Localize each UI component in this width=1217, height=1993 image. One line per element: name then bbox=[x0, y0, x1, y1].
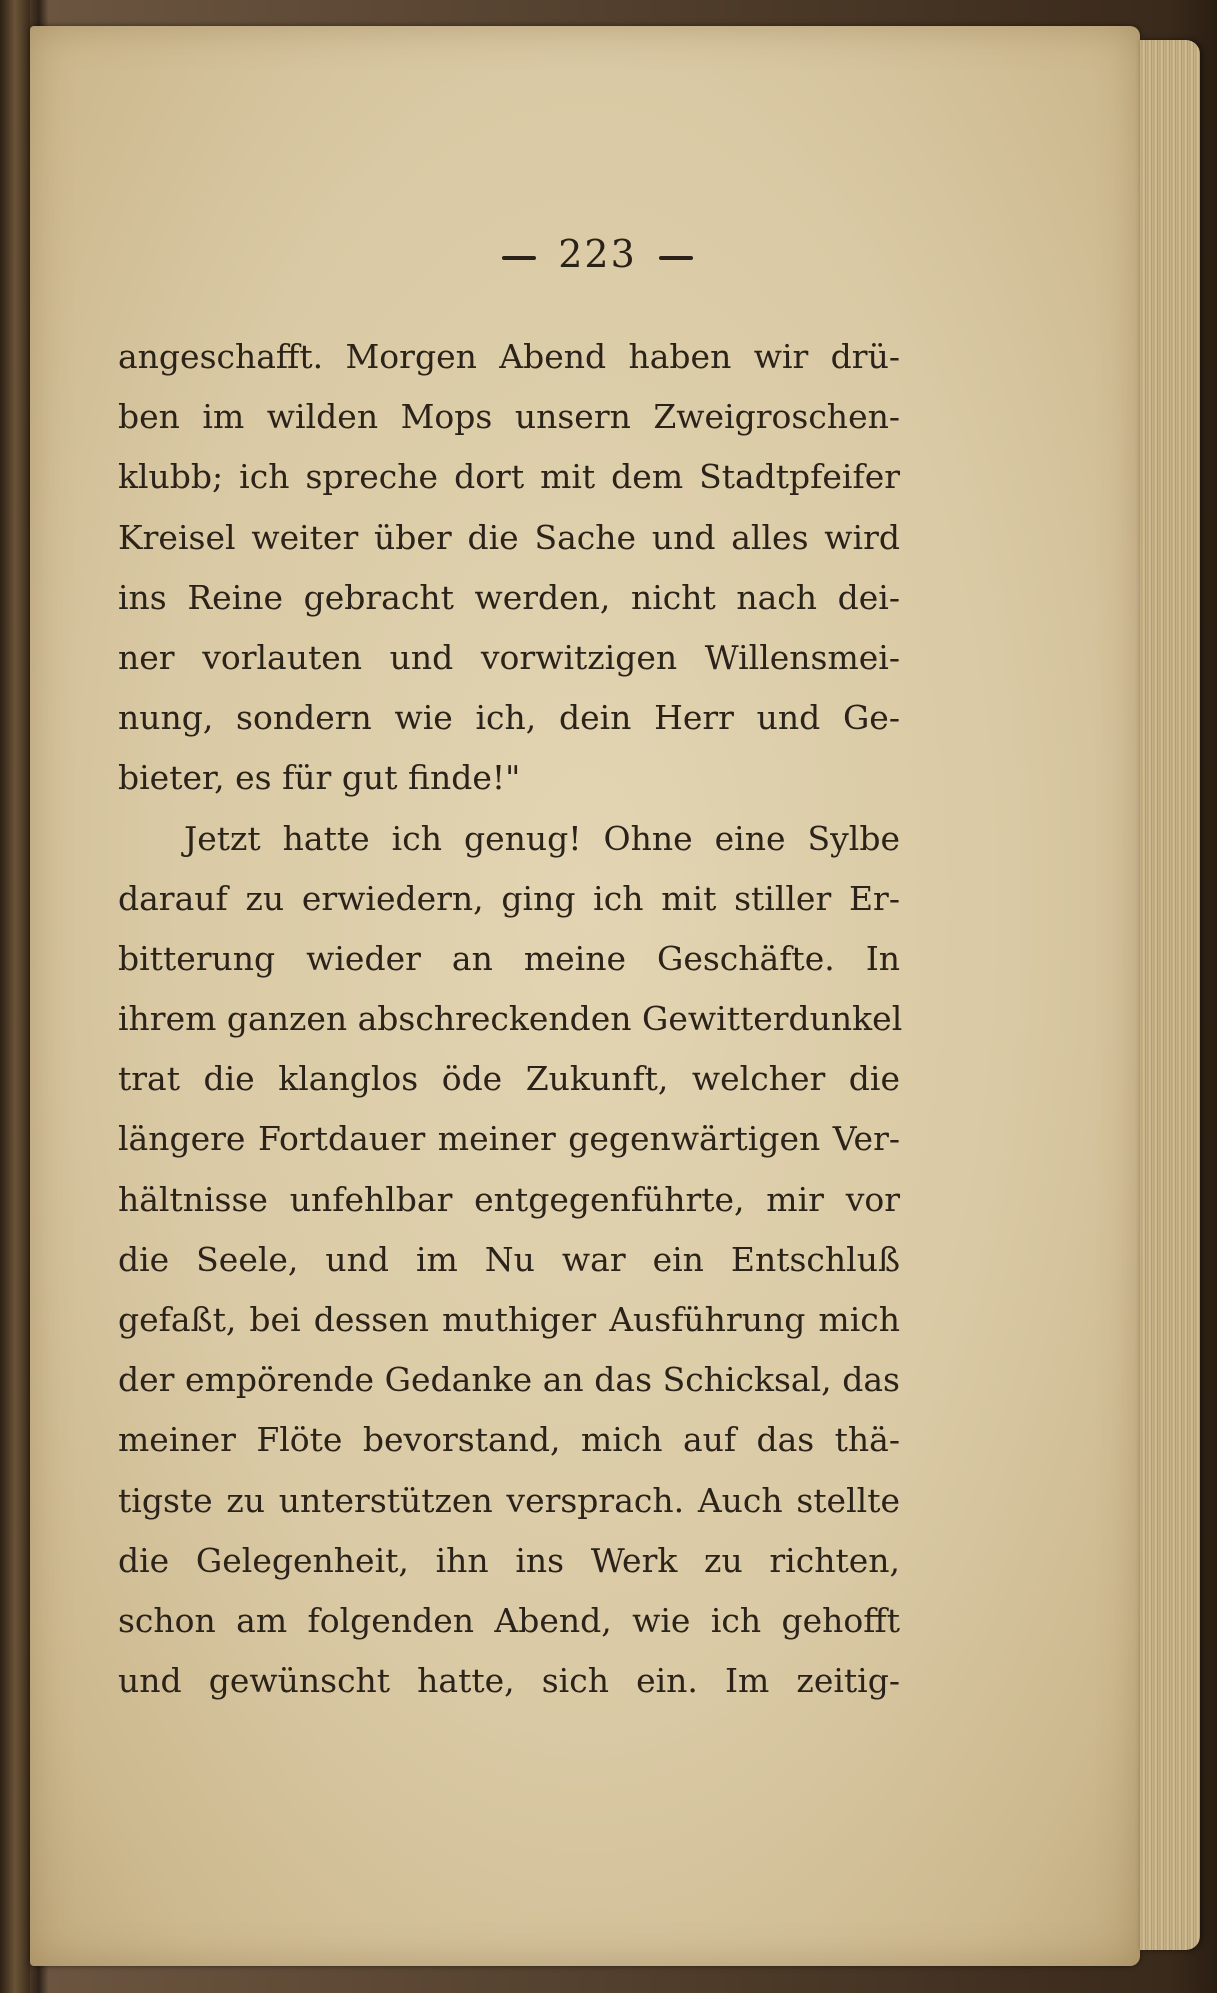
page-edges bbox=[1140, 40, 1200, 1950]
text-line: Kreisel weiter über die Sache und alles wird bbox=[118, 517, 900, 557]
text-line: die Gelegenheit, ihn ins Werk zu richten, bbox=[118, 1540, 900, 1580]
text-line: ner vorlauten und vorwitzigen Willensmei- bbox=[118, 637, 900, 677]
text-line: die Seele, und im Nu war ein Entschluß bbox=[118, 1239, 900, 1279]
text-line: meiner Flöte bevorstand, mich auf das thä- bbox=[118, 1420, 900, 1460]
text-line: der empörende Gedanke an das Schicksal, das bbox=[118, 1360, 900, 1400]
text-line: angeschafft. Morgen Abend haben wir drü- bbox=[118, 337, 900, 376]
text-line: trat die klanglos öde Zukunft, welcher die bbox=[118, 1059, 900, 1099]
text-line: nung, sondern wie ich, dein Herr und Ge- bbox=[118, 698, 900, 738]
text-line: darauf zu erwiedern, ging ich mit stiller Er- bbox=[118, 878, 900, 918]
text-line: ihrem ganzen abschreckenden Gewitterdunkel bbox=[118, 999, 903, 1039]
header-dash-left bbox=[502, 256, 536, 260]
text-line: ben im wilden Mops unsern Zweigroschen- bbox=[118, 397, 900, 437]
page-number: 223 bbox=[558, 232, 637, 276]
text-line: ins Reine gebracht werden, nicht nach dei- bbox=[118, 577, 900, 617]
text-line: bieter, es für gut finde!" bbox=[118, 758, 521, 798]
text-line: bitterung wieder an meine Geschäfte. In bbox=[118, 938, 900, 978]
text-line: längere Fortdauer meiner gegenwärtigen Ver- bbox=[118, 1119, 900, 1159]
header-dash-right bbox=[659, 256, 693, 260]
body-text bbox=[118, 327, 903, 1711]
text-line: Jetzt hatte ich genug! Ohne eine Sylbe bbox=[184, 818, 900, 858]
text-line: und gewünscht hatte, sich ein. Im zeitig- bbox=[118, 1661, 900, 1701]
book-gutter bbox=[0, 0, 30, 1993]
text-line: hältnisse unfehlbar entgegenführte, mir vor bbox=[118, 1179, 900, 1219]
text-line: gefaßt, bei dessen muthiger Ausführung mich bbox=[118, 1300, 900, 1339]
text-line: schon am folgenden Abend, wie ich gehofft bbox=[118, 1600, 900, 1640]
text-line: klubb; ich spreche dort mit dem Stadtpfeifer bbox=[118, 457, 900, 497]
page-header bbox=[0, 232, 1217, 276]
text-line: tigste zu unterstützen versprach. Auch stellte bbox=[118, 1480, 900, 1520]
